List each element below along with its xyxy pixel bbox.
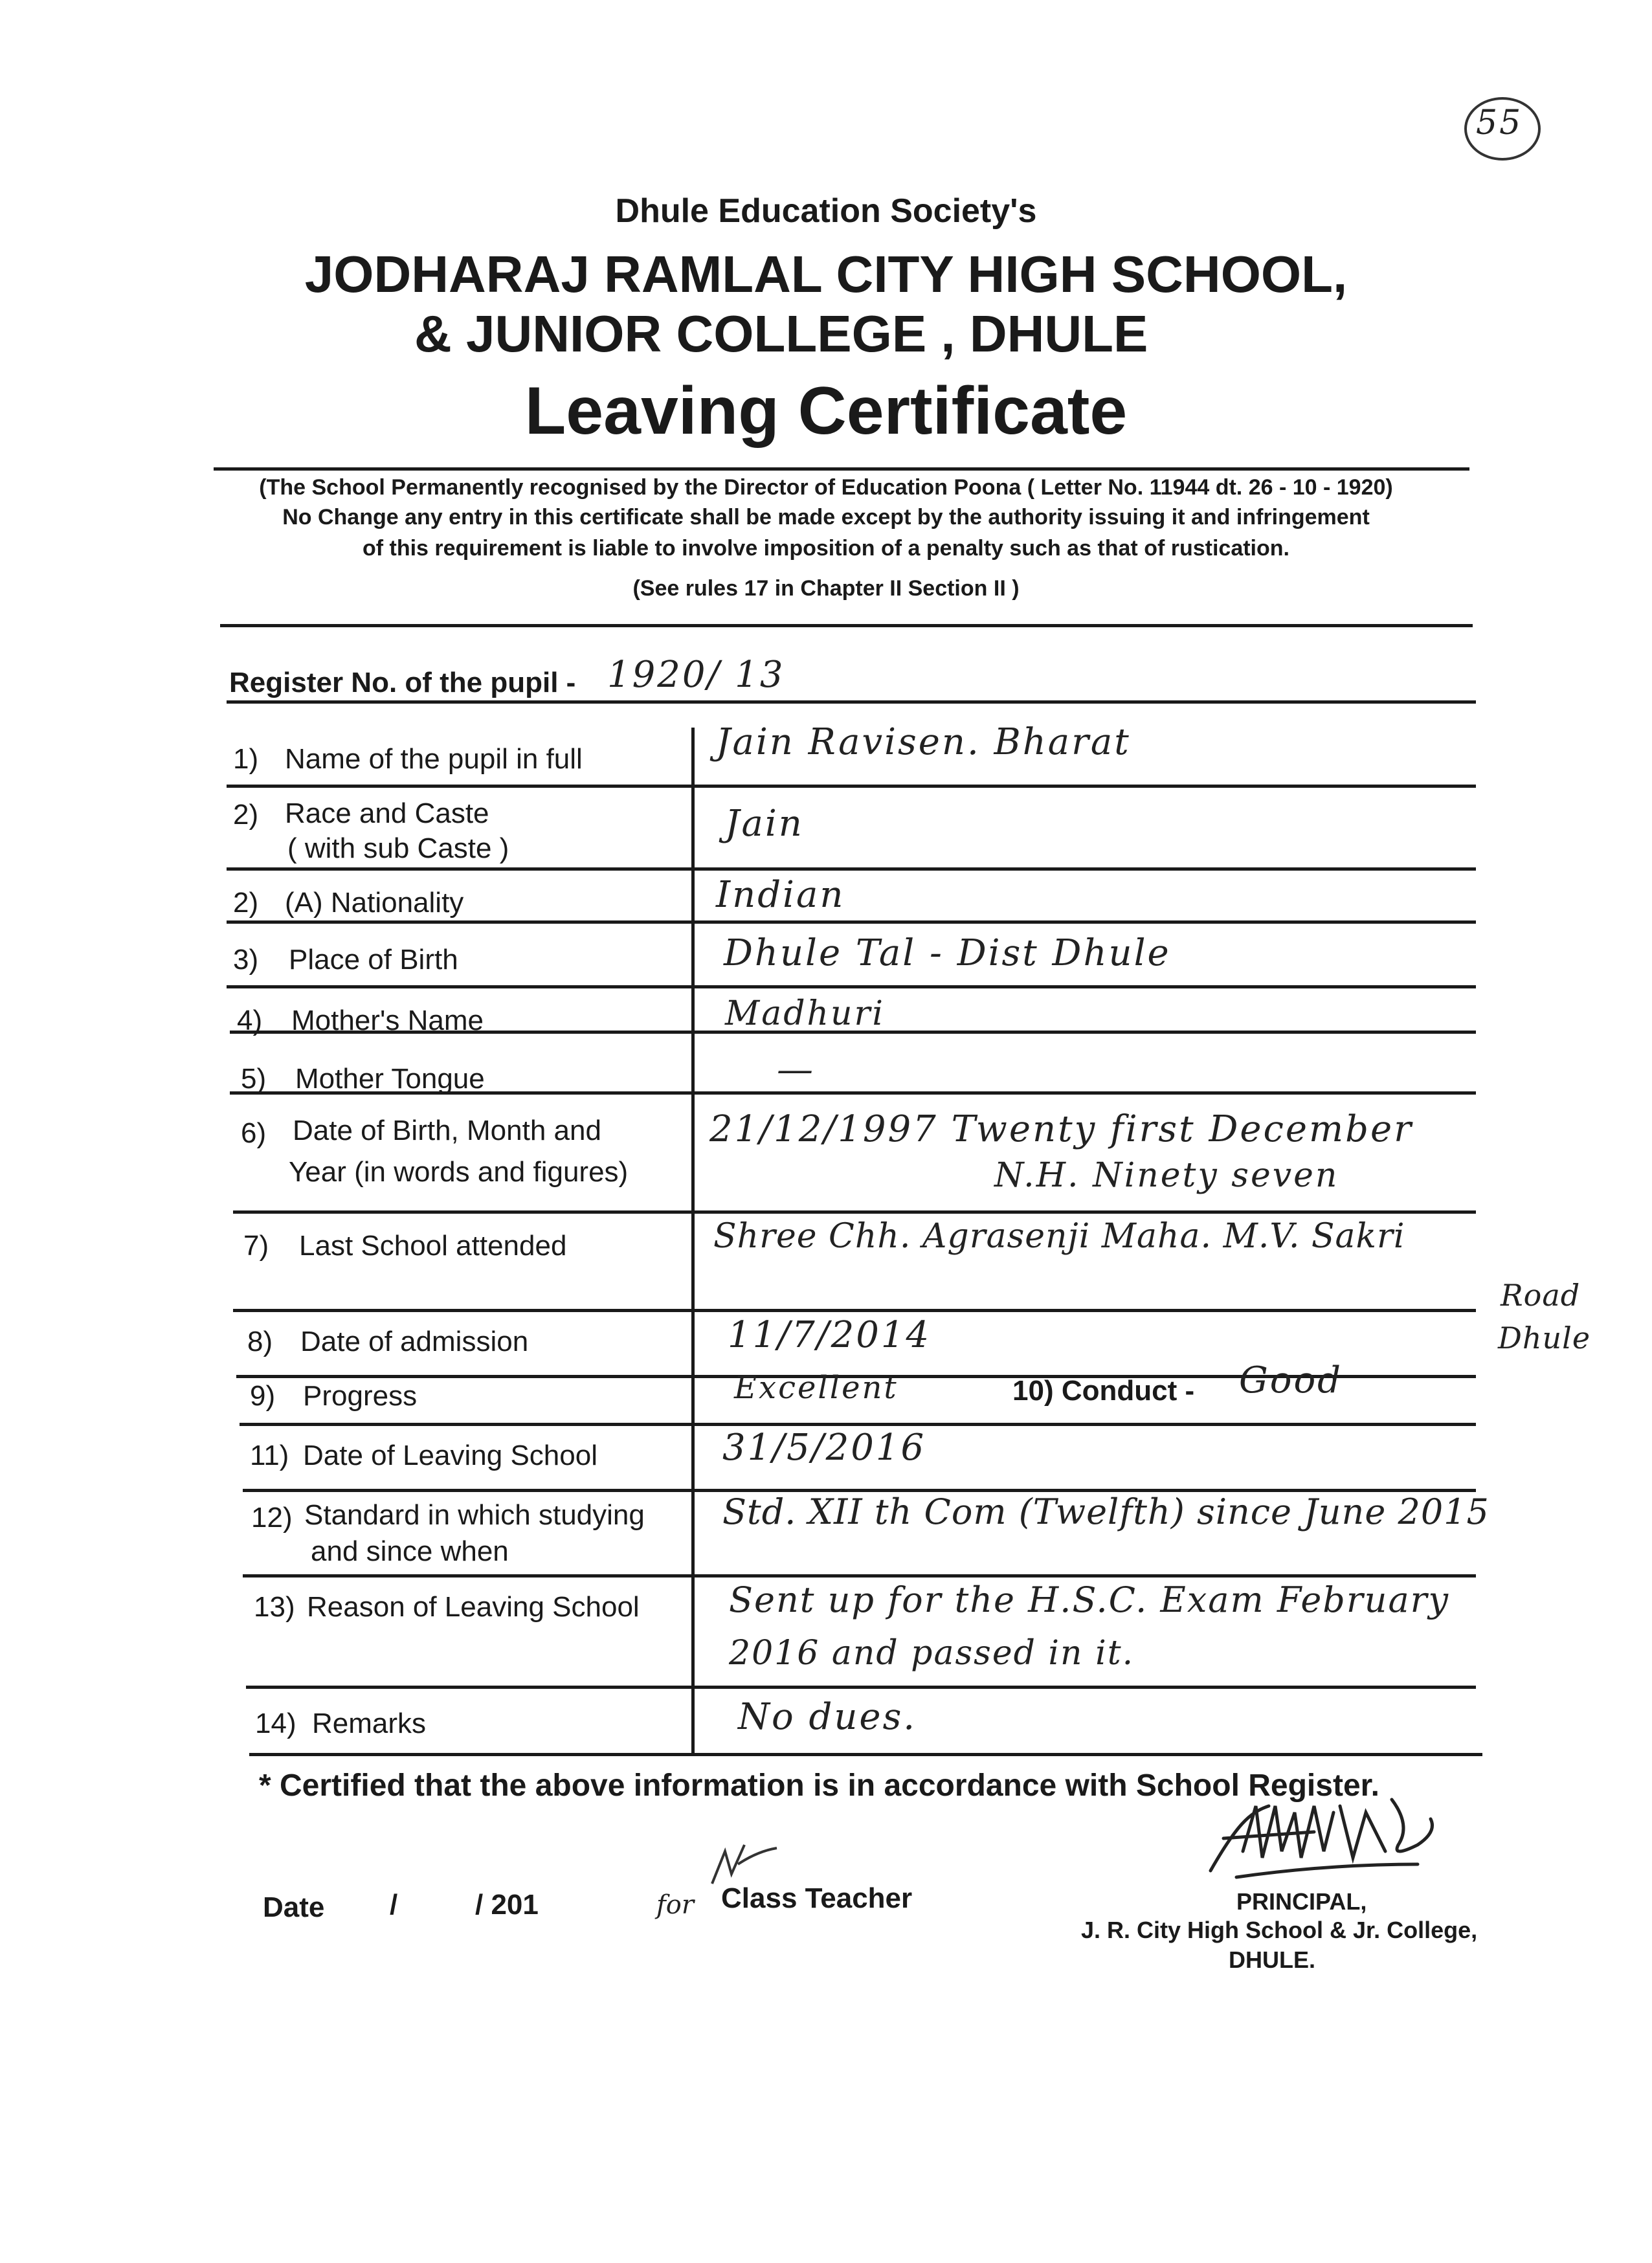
row-13-value: Sent up for the H.S.C. Exam February	[729, 1579, 1449, 1620]
row-7-value-line3: Dhule	[1498, 1321, 1591, 1355]
row-9-number: 9)	[250, 1380, 276, 1412]
row-2-label: Race and Caste	[285, 797, 489, 829]
row-13-value-line2: 2016 and passed in it.	[729, 1634, 1135, 1673]
principal-city: DHULE.	[1229, 1946, 1315, 1973]
date-year: / 201	[475, 1889, 539, 1921]
row-2a-label: (A) Nationality	[285, 887, 464, 919]
row-5-value: —	[777, 1049, 815, 1091]
certification-statement: * Certified that the above information is in accordance with School Register.	[259, 1768, 1379, 1803]
row-6-label-line2: Year (in words and figures)	[289, 1156, 629, 1188]
school-name-line1: JODHARAJ RAMLAL CITY HIGH SCHOOL,	[304, 245, 1348, 303]
row-14-number: 14)	[255, 1708, 296, 1739]
row-3-label: Place of Birth	[289, 944, 458, 975]
society-name: Dhule Education Society's	[615, 192, 1037, 230]
row-rule	[227, 867, 1476, 871]
row-2a-number: 2)	[233, 887, 259, 919]
row-1-value: Jain Ravisen. Bharat	[716, 721, 1131, 763]
row-4-value: Madhuri	[725, 994, 886, 1033]
notice-line-2: No Change any entry in this certificate shall be made except by the authority issuing it and infringement	[282, 505, 1370, 530]
row-13-label: Reason of Leaving School	[307, 1591, 640, 1623]
header-divider	[214, 467, 1469, 471]
conduct-value: Good	[1239, 1359, 1343, 1401]
row-12-number: 12)	[251, 1502, 293, 1533]
register-label: Register No. of the pupil -	[229, 667, 576, 698]
row-1-number: 1)	[233, 743, 259, 775]
school-name-line2: & JUNIOR COLLEGE , DHULE	[414, 305, 1148, 362]
principal-signature	[1198, 1787, 1457, 1890]
row-rule	[227, 985, 1476, 988]
notice-divider	[220, 624, 1473, 627]
row-8-value: 11/7/2014	[728, 1314, 932, 1356]
row-rule	[227, 920, 1476, 924]
table-top-rule	[227, 700, 1476, 704]
row-14-label: Remarks	[312, 1708, 427, 1739]
row-7-value-line2: Road	[1501, 1278, 1581, 1313]
row-9-value: Excellent	[734, 1370, 899, 1406]
certificate-title: Leaving Certificate	[524, 373, 1128, 449]
principal-title: PRINCIPAL,	[1236, 1888, 1367, 1915]
row-8-label: Date of admission	[300, 1326, 529, 1357]
table-column-divider	[691, 728, 695, 1756]
notice-line-4: (See rules 17 in Chapter II Section II )	[632, 576, 1020, 601]
row-14-value: No dues.	[738, 1696, 917, 1738]
row-rule	[240, 1423, 1476, 1426]
row-2-label-line2: ( with sub Caste )	[287, 832, 509, 864]
row-7-value: Shree Chh. Agrasenji Maha. M.V. Sakri	[713, 1217, 1405, 1256]
row-1-label: Name of the pupil in full	[285, 743, 583, 775]
row-2a-value: Indian	[716, 874, 845, 916]
date-separator: /	[390, 1889, 398, 1921]
row-rule	[233, 1309, 1476, 1312]
row-12-label-line2: and since when	[311, 1535, 509, 1567]
row-6-value: 21/12/1997 Twenty first December	[709, 1108, 1413, 1150]
row-rule	[246, 1686, 1476, 1689]
row-7-number: 7)	[243, 1230, 269, 1262]
notice-line-3: of this requirement is liable to involve imposition of a penalty such as that of rustication.	[362, 536, 1289, 561]
conduct-label: 10) Conduct -	[1012, 1375, 1195, 1407]
row-13-number: 13)	[254, 1591, 295, 1623]
row-9-label: Progress	[303, 1380, 418, 1412]
principal-school: J. R. City High School & Jr. College,	[1081, 1917, 1478, 1943]
row-11-number: 11)	[250, 1440, 289, 1471]
row-rule	[243, 1574, 1476, 1577]
row-4-number: 4)	[237, 1005, 263, 1036]
row-3-number: 3)	[233, 944, 259, 975]
for-mark: for	[656, 1890, 695, 1920]
row-5-number: 5)	[241, 1063, 267, 1095]
row-4-label: Mother's Name	[291, 1005, 484, 1036]
register-value: 1920/ 13	[607, 654, 785, 696]
row-5-label: Mother Tongue	[295, 1063, 485, 1095]
row-12-label: Standard in which studying	[304, 1499, 645, 1531]
page-number: 55	[1476, 104, 1523, 142]
row-11-label: Date of Leaving School	[303, 1440, 597, 1471]
notice-line-1: (The School Permanently recognised by the Director of Education Poona ( Letter No. 11944 dt. 26 - 10 - 1920)	[259, 475, 1393, 500]
row-6-number: 6)	[241, 1117, 267, 1149]
row-2-value: Jain	[725, 803, 804, 845]
row-6-value-line2: N.H. Ninety seven	[994, 1156, 1339, 1195]
row-rule	[227, 785, 1476, 788]
table-bottom-rule	[249, 1753, 1482, 1756]
date-label: Date	[263, 1891, 325, 1923]
class-teacher-label: Class Teacher	[721, 1882, 913, 1914]
row-8-number: 8)	[247, 1326, 273, 1357]
row-7-label: Last School attended	[299, 1230, 567, 1262]
row-3-value: Dhule Tal - Dist Dhule	[724, 932, 1171, 974]
row-rule	[233, 1210, 1476, 1214]
row-6-label: Date of Birth, Month and	[293, 1115, 601, 1146]
row-12-value: Std. XII th Com (Twelfth) since June 2015	[722, 1491, 1490, 1532]
row-2-number: 2)	[233, 799, 259, 831]
row-11-value: 31/5/2016	[722, 1427, 926, 1469]
